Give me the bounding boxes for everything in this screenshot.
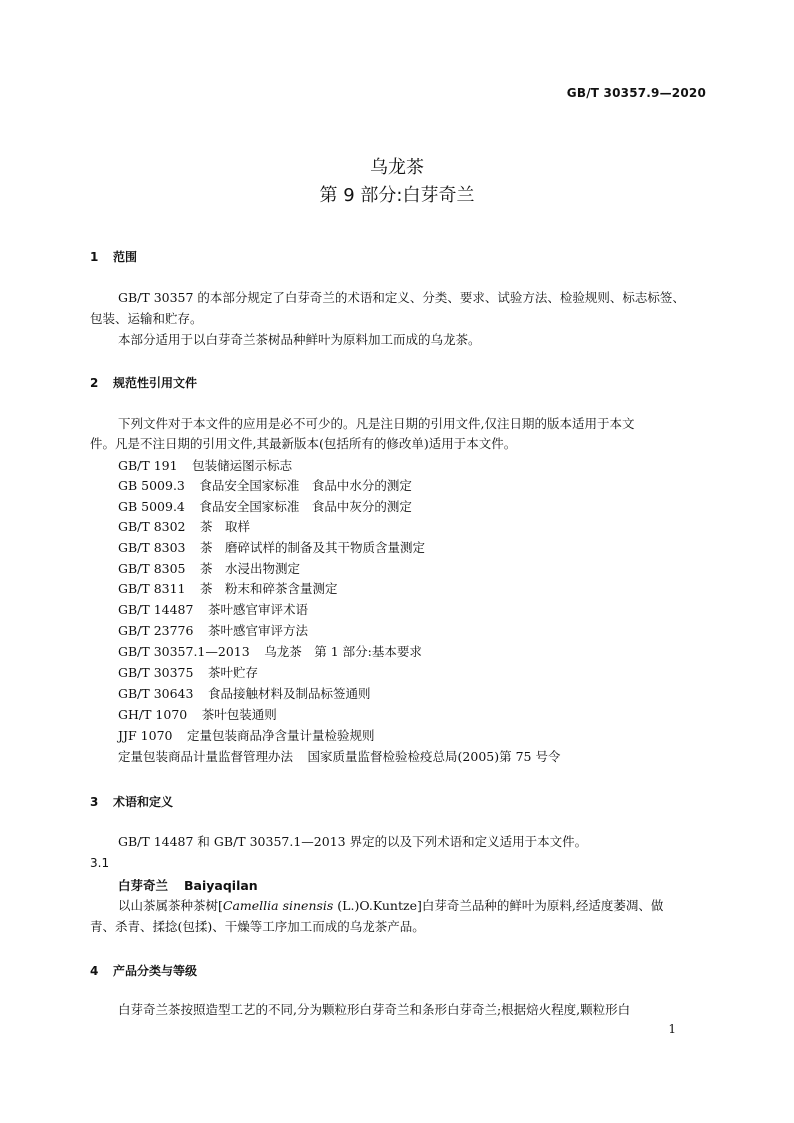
reference-title: 定量包装商品净含量计量检验规则	[187, 728, 375, 743]
reference-item	[118, 497, 412, 517]
reference-code: GB/T 30357.1—2013	[118, 644, 250, 659]
reference-code: GB/T 14487	[118, 602, 194, 617]
reference-item	[118, 621, 308, 641]
section-1-heading	[90, 248, 137, 265]
reference-item	[118, 642, 422, 662]
section-number: 4	[90, 964, 99, 978]
reference-item	[118, 579, 338, 599]
reference-item	[118, 517, 250, 537]
reference-title: 茶叶包装通则	[201, 707, 277, 722]
reference-item	[118, 559, 300, 579]
section-number: 3	[90, 795, 99, 809]
reference-item	[118, 705, 277, 725]
reference-item	[118, 663, 258, 683]
reference-code: GB/T 8302	[118, 519, 186, 534]
section-4-heading	[90, 962, 197, 979]
reference-code: GB/T 30643	[118, 686, 194, 701]
paragraph-line: 本部分适用于以白芽奇兰茶树品种鲜叶为原料加工而成的乌龙茶。	[118, 332, 481, 347]
reference-title: 茶叶感官审评术语	[207, 602, 308, 617]
reference-code: GB/T 8305	[118, 561, 186, 576]
reference-title: 包装储运图示标志	[192, 458, 293, 473]
paragraph-line: 包装、运输和贮存。	[90, 311, 203, 326]
paragraph-line: GB/T 14487 和 GB/T 30357.1—2013 界定的以及下列术语和定义适用于本文件。	[118, 834, 588, 849]
reference-title: 茶 取样	[200, 519, 251, 534]
reference-code: GH/T 1070	[118, 707, 188, 722]
reference-code: GB 5009.3	[118, 478, 185, 493]
section-number: 1	[90, 250, 99, 264]
reference-code: GB/T 8303	[118, 540, 186, 555]
reference-title: 国家质量监督检验检疫总局(2005)第 75 号令	[307, 749, 561, 764]
section-title: 术语和定义	[113, 795, 174, 809]
page-number: 1	[668, 1022, 676, 1036]
reference-code: JJF 1070	[118, 728, 173, 743]
standard-code: GB/T 30357.9—2020	[566, 86, 706, 100]
term-number: 3.1	[90, 856, 110, 870]
reference-title: 茶 粉末和碎茶含量测定	[200, 581, 338, 596]
term-definition-line	[118, 896, 663, 916]
section-title: 产品分类与等级	[113, 964, 198, 978]
document-subtitle: 第 9 部分:白芽奇兰	[319, 185, 475, 206]
term-name-zh: 白芽奇兰	[118, 878, 169, 893]
section-number: 2	[90, 376, 99, 390]
term-definition-line: 青、杀青、揉捻(包揉)、干燥等工序加工而成的乌龙茶产品。	[90, 919, 425, 934]
section-title: 范围	[113, 250, 138, 264]
reference-code: GB/T 30375	[118, 665, 194, 680]
term-name-en: Baiyaqilan	[184, 878, 258, 893]
latin-name: Camellia sinensis	[222, 898, 334, 913]
term-name	[118, 876, 258, 894]
reference-title: 食品安全国家标准 食品中灰分的测定	[199, 499, 412, 514]
definition-text: (L.)O.Kuntze]白芽奇兰品种的鲜叶为原料,经适度萎凋、做	[333, 898, 664, 913]
reference-title: 乌龙茶 第 1 部分:基本要求	[264, 644, 422, 659]
section-title: 规范性引用文件	[113, 376, 198, 390]
reference-code: GB/T 191	[118, 458, 178, 473]
section-3-heading	[90, 793, 173, 810]
reference-item	[118, 600, 308, 620]
reference-code: GB/T 23776	[118, 623, 194, 638]
paragraph-line: 件。凡是不注日期的引用文件,其最新版本(包括所有的修改单)适用于本文件。	[90, 436, 517, 451]
reference-item	[118, 747, 560, 767]
paragraph-line: GB/T 30357 的本部分规定了白芽奇兰的术语和定义、分类、要求、试验方法、检验规则、标志标签、	[118, 290, 685, 305]
reference-title: 茶叶感官审评方法	[207, 623, 308, 638]
reference-code: GB/T 8311	[118, 581, 186, 596]
reference-code: 定量包装商品计量监督管理办法	[118, 749, 294, 764]
paragraph-line: 白芽奇兰茶按照造型工艺的不同,分为颗粒形白芽奇兰和条形白芽奇兰;根据焙火程度,颗粒形白	[118, 1002, 631, 1017]
reference-item	[118, 456, 292, 476]
reference-title: 茶 水浸出物测定	[200, 561, 301, 576]
reference-title: 食品接触材料及制品标签通则	[207, 686, 371, 701]
reference-item	[118, 726, 375, 746]
definition-text: 以山茶属茶种茶树[	[118, 898, 223, 913]
reference-title: 食品安全国家标准 食品中水分的测定	[199, 478, 412, 493]
document-title: 乌龙茶	[370, 157, 424, 178]
reference-title: 茶 磨碎试样的制备及其干物质含量测定	[200, 540, 426, 555]
reference-item	[118, 476, 412, 496]
reference-code: GB 5009.4	[118, 499, 185, 514]
reference-item	[118, 538, 425, 558]
paragraph-line: 下列文件对于本文件的应用是必不可少的。凡是注日期的引用文件,仅注日期的版本适用于本文	[118, 416, 635, 431]
reference-item	[118, 684, 371, 704]
reference-title: 茶叶贮存	[207, 665, 258, 680]
section-2-heading	[90, 374, 197, 391]
